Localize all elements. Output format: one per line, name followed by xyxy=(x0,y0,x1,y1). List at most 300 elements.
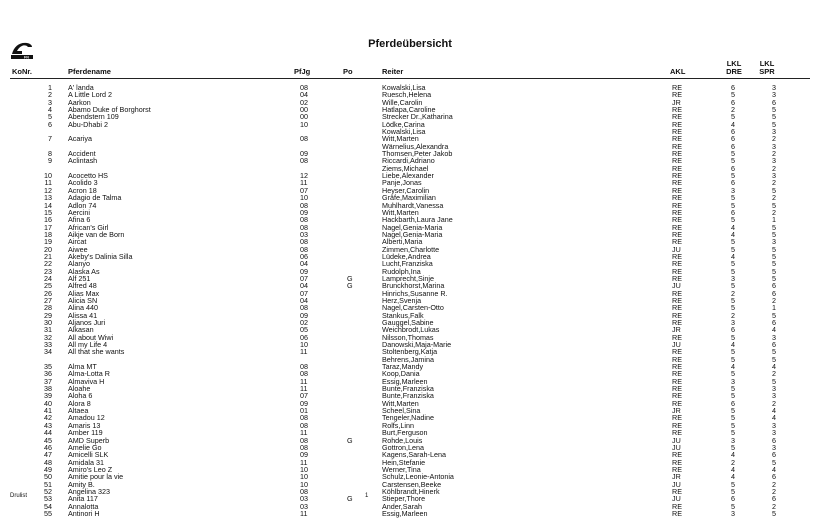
cell-lkl-spr: 2 xyxy=(772,178,776,188)
cell-akl: RE xyxy=(672,251,682,261)
cell-reiter: Lamprecht,Sinje xyxy=(382,273,434,283)
cell-lkl-dre: 4 xyxy=(731,450,735,460)
cell-konr: 20 xyxy=(44,244,52,254)
cell-lkl-dre: 6 xyxy=(731,163,735,173)
cell-akl: RE xyxy=(672,303,682,313)
cell-pferdename: Acariya xyxy=(68,134,92,144)
cell-lkl-spr: 5 xyxy=(772,185,776,195)
cell-lkl-dre: 4 xyxy=(731,472,735,482)
cell-pferdename: Alf 251 xyxy=(68,273,91,283)
cell-akl: RE xyxy=(672,273,682,283)
cell-reiter: Weichbrodt,Lukas xyxy=(382,325,440,335)
cell-akl: JR xyxy=(672,472,681,482)
cell-reiter: Burt,Ferguson xyxy=(382,428,428,438)
cell-akl: RE xyxy=(672,266,682,276)
cell-lkl-spr: 2 xyxy=(772,479,776,489)
cell-konr: 12 xyxy=(44,185,52,195)
cell-pferdename: Aloahe xyxy=(68,384,91,394)
cell-akl: JU xyxy=(672,494,681,504)
cell-reiter: Lüdeke,Andrea xyxy=(382,251,431,261)
cell-reiter: Nilsson,Thomas xyxy=(382,332,434,342)
cell-po: G xyxy=(347,494,353,504)
cell-pferdename: Acocetto HS xyxy=(68,171,108,181)
cell-reiter: Stoltenberg,Katja xyxy=(382,347,438,357)
cell-pfjg: 11 xyxy=(300,347,308,357)
cell-pfjg: 09 xyxy=(300,398,308,408)
cell-konr: 28 xyxy=(44,303,52,313)
cell-konr: 47 xyxy=(44,450,52,460)
cell-lkl-dre: 5 xyxy=(731,156,735,166)
cell-akl: RE xyxy=(672,464,682,474)
cell-pferdename: Aloha 6 xyxy=(68,391,93,401)
cell-lkl-spr: 3 xyxy=(772,90,776,100)
cell-lkl-dre: 5 xyxy=(731,479,735,489)
cell-pferdename: All about Wiwi xyxy=(68,332,114,342)
cell-akl: RE xyxy=(672,112,682,122)
cell-konr: 36 xyxy=(44,369,52,379)
cell-lkl-dre: 3 xyxy=(731,376,735,386)
cell-pfjg: 10 xyxy=(300,193,308,203)
cell-pfjg: 09 xyxy=(300,266,308,276)
cell-pferdename: Amaris 13 xyxy=(68,420,101,430)
cell-akl: RE xyxy=(672,178,682,188)
cell-pferdename: African's Girl xyxy=(68,222,109,232)
cell-lkl-spr: 2 xyxy=(772,486,776,496)
cell-reiter: Witt,Marten xyxy=(382,207,419,217)
cell-lkl-dre: 6 xyxy=(731,207,735,217)
cell-konr: 33 xyxy=(44,340,52,350)
cell-pferdename: Abendstern 109 xyxy=(68,112,119,122)
cell-akl: RE xyxy=(672,332,682,342)
cell-akl: RE xyxy=(672,163,682,173)
cell-lkl-dre: 5 xyxy=(731,149,735,159)
cell-lkl-spr: 5 xyxy=(772,222,776,232)
cell-konr: 4 xyxy=(48,105,52,115)
cell-akl: RE xyxy=(672,376,682,386)
header-pfjg: PfJg xyxy=(294,67,311,76)
cell-pferdename: Aljanos Juri xyxy=(68,318,106,327)
cell-akl: RE xyxy=(672,486,682,496)
cell-pfjg: 03 xyxy=(300,494,308,504)
cell-lkl-dre: 6 xyxy=(731,141,735,151)
page-number: 1 xyxy=(365,493,369,499)
cell-akl: JU xyxy=(672,435,681,445)
cell-lkl-dre: 4 xyxy=(731,222,735,232)
cell-konr: 24 xyxy=(44,273,52,283)
cell-lkl-dre: 5 xyxy=(731,200,735,210)
cell-pfjg: 07 xyxy=(300,391,308,401)
cell-konr: 18 xyxy=(44,229,52,239)
cell-lkl-spr: 2 xyxy=(772,501,776,511)
cell-pferdename: Amelie Go xyxy=(68,442,102,452)
cell-reiter: Danowski,Maja-Marie xyxy=(382,340,452,350)
cell-pferdename: Amity B. xyxy=(68,479,95,489)
cell-pfjg: 11 xyxy=(300,384,308,394)
cell-konr: 13 xyxy=(44,193,52,203)
cell-pfjg: 03 xyxy=(300,229,308,239)
cell-pferdename: Angelina 323 xyxy=(68,486,110,496)
cell-akl: RE xyxy=(672,354,682,364)
cell-reiter: Lucht,Franziska xyxy=(382,259,433,269)
cell-lkl-dre: 5 xyxy=(731,369,735,379)
cell-lkl-spr: 5 xyxy=(772,347,776,357)
cell-akl: RE xyxy=(672,156,682,166)
cell-pferdename: All that she wants xyxy=(68,347,125,357)
cell-akl: RE xyxy=(672,200,682,210)
cell-pferdename: Alma MT xyxy=(68,362,97,372)
cell-akl: RE xyxy=(672,105,682,115)
cell-pfjg: 06 xyxy=(300,251,308,261)
cell-lkl-dre: 3 xyxy=(731,508,735,518)
cell-pfjg: 04 xyxy=(300,295,308,305)
cell-pferdename: Almaviva H xyxy=(68,376,105,386)
cell-pferdename: Anita 117 xyxy=(68,494,98,504)
cell-reiter: Heyser,Carolin xyxy=(382,185,430,195)
cell-pfjg: 08 xyxy=(300,83,308,92)
cell-lkl-spr: 6 xyxy=(772,318,776,327)
cell-pfjg: 08 xyxy=(300,435,308,445)
cell-lkl-spr: 5 xyxy=(772,105,776,115)
cell-akl: RE xyxy=(672,171,682,181)
cell-lkl-dre: 4 xyxy=(731,229,735,239)
table-row xyxy=(0,510,820,517)
cell-lkl-spr: 3 xyxy=(772,391,776,401)
cell-pferdename: Adagio de Talma xyxy=(68,193,122,203)
cell-lkl-spr: 1 xyxy=(772,215,776,225)
cell-reiter: Köhlbrandt,Hinerk xyxy=(382,486,440,496)
cell-lkl-dre: 5 xyxy=(731,428,735,438)
cell-reiter: Rolfs,Linn xyxy=(382,420,414,430)
cell-konr: 41 xyxy=(44,406,52,416)
cell-akl: RE xyxy=(672,420,682,430)
cell-akl: RE xyxy=(672,222,682,232)
cell-lkl-dre: 4 xyxy=(731,119,735,129)
cell-akl: JU xyxy=(672,442,681,452)
cell-konr: 40 xyxy=(44,398,52,408)
cell-lkl-spr: 2 xyxy=(772,295,776,305)
cell-reiter: Koop,Dania xyxy=(382,369,420,379)
cell-pferdename: Accident xyxy=(68,149,96,159)
cell-lkl-spr: 3 xyxy=(772,156,776,166)
cell-konr: 34 xyxy=(44,347,52,357)
cell-lkl-dre: 6 xyxy=(731,127,735,137)
cell-pferdename: Antinori H xyxy=(68,508,100,518)
cell-pfjg: 08 xyxy=(300,362,308,372)
cell-pferdename: Abamo Duke of Borghorst xyxy=(68,105,151,115)
cell-lkl-dre: 5 xyxy=(731,171,735,181)
cell-pfjg: 08 xyxy=(300,369,308,379)
cell-pferdename: Aercini xyxy=(68,207,90,217)
cell-konr: 50 xyxy=(44,472,52,482)
cell-lkl-dre: 5 xyxy=(731,332,735,342)
cell-pfjg: 08 xyxy=(300,134,308,144)
cell-lkl-dre: 5 xyxy=(731,237,735,247)
cell-akl: RE xyxy=(672,310,682,320)
cell-pfjg: 08 xyxy=(300,486,308,496)
cell-reiter: Alberti,Maria xyxy=(382,237,423,247)
cell-reiter: Gräfe,Maximilian xyxy=(382,193,436,203)
cell-pferdename: Akeby's Dalinia Silla xyxy=(68,251,133,261)
cell-lkl-dre: 5 xyxy=(731,347,735,357)
cell-reiter: Kowalski,Lisa xyxy=(382,83,426,92)
cell-lkl-spr: 1 xyxy=(772,303,776,313)
cell-pfjg: 11 xyxy=(300,457,308,467)
cell-lkl-spr: 5 xyxy=(772,112,776,122)
cell-pferdename: Altaea xyxy=(68,406,89,416)
cell-lkl-dre: 5 xyxy=(731,391,735,401)
cell-reiter: Schulz,Leonie-Antonia xyxy=(382,472,454,482)
cell-akl: RE xyxy=(672,428,682,438)
cell-reiter: Wärnelius,Alexandra xyxy=(382,141,449,151)
header-konr: KoNr. xyxy=(12,67,33,76)
cell-reiter: Witt,Marten xyxy=(382,134,419,144)
header-po: Po xyxy=(343,67,353,76)
cell-pfjg: 09 xyxy=(300,149,308,159)
cell-reiter: Kagens,Sarah-Lena xyxy=(382,450,446,460)
cell-pfjg: 04 xyxy=(300,90,308,100)
cell-konr: 23 xyxy=(44,266,52,276)
cell-lkl-spr: 3 xyxy=(772,332,776,342)
cell-pfjg: 11 xyxy=(300,508,308,518)
cell-pfjg: 09 xyxy=(300,450,308,460)
cell-lkl-dre: 5 xyxy=(731,442,735,452)
cell-pfjg: 08 xyxy=(300,413,308,423)
header-reiter: Reiter xyxy=(382,67,404,76)
cell-lkl-spr: 6 xyxy=(772,435,776,445)
cell-lkl-spr: 4 xyxy=(772,362,776,372)
cell-konr: 52 xyxy=(44,486,52,496)
cell-pfjg: 02 xyxy=(300,318,308,327)
cell-konr: 3 xyxy=(48,97,52,107)
cell-akl: RE xyxy=(672,90,682,100)
cell-pferdename: Aikje van de Born xyxy=(68,229,125,239)
cell-akl: RE xyxy=(672,259,682,269)
cell-po: G xyxy=(347,273,353,283)
cell-pferdename: Abu-Dhabi 2 xyxy=(68,119,108,129)
cell-reiter: Wille,Carolin xyxy=(382,97,423,107)
cell-pferdename: Alissa 41 xyxy=(68,310,98,320)
cell-pferdename: Alma-Lotta R xyxy=(68,369,110,379)
cell-pferdename: Afina 6 xyxy=(68,215,91,225)
cell-pfjg: 12 xyxy=(300,171,308,181)
cell-pfjg: 09 xyxy=(300,310,308,320)
cell-pfjg: 01 xyxy=(300,406,308,416)
cell-reiter: Riccardi,Adriano xyxy=(382,156,435,166)
cell-lkl-spr: 6 xyxy=(772,450,776,460)
cell-konr: 5 xyxy=(48,112,52,122)
header-lkl-dre-bottom: DRE xyxy=(726,67,742,76)
cell-pfjg: 10 xyxy=(300,479,308,489)
cell-pfjg: 05 xyxy=(300,325,308,335)
cell-pferdename: Aircat xyxy=(68,237,87,247)
cell-lkl-spr: 3 xyxy=(772,442,776,452)
cell-pfjg: 10 xyxy=(300,464,308,474)
cell-pferdename: Amicelli SLK xyxy=(68,450,109,460)
cell-konr: 10 xyxy=(44,171,52,181)
cell-pfjg: 08 xyxy=(300,420,308,430)
cell-konr: 29 xyxy=(44,310,52,320)
cell-akl: RE xyxy=(672,185,682,195)
cell-konr: 44 xyxy=(44,428,52,438)
header-lkl-dre-top: LKL xyxy=(726,59,742,68)
cell-konr: 30 xyxy=(44,318,52,327)
cell-reiter: Hackbarth,Laura Jane xyxy=(382,215,453,225)
header-divider xyxy=(10,78,810,79)
cell-lkl-dre: 5 xyxy=(731,420,735,430)
cell-pferdename: Amiro's Leo Z xyxy=(68,464,113,474)
cell-lkl-spr: 5 xyxy=(772,229,776,239)
cell-lkl-spr: 2 xyxy=(772,134,776,144)
cell-konr: 11 xyxy=(44,178,52,188)
cell-akl: RE xyxy=(672,127,682,137)
cell-reiter: Thomsen,Peter Jakob xyxy=(382,149,453,159)
cell-reiter: Herz,Svenja xyxy=(382,295,422,305)
cell-lkl-spr: 6 xyxy=(772,340,776,350)
cell-pfjg: 07 xyxy=(300,273,308,283)
cell-lkl-spr: 6 xyxy=(772,281,776,291)
cell-akl: RE xyxy=(672,391,682,401)
cell-pferdename: Alina 440 xyxy=(68,303,98,313)
cell-akl: RE xyxy=(672,207,682,217)
cell-pfjg: 00 xyxy=(300,112,308,122)
cell-konr: 38 xyxy=(44,384,52,394)
cell-lkl-dre: 4 xyxy=(731,340,735,350)
cell-reiter: Zimmen,Charlotte xyxy=(382,244,440,254)
cell-konr: 48 xyxy=(44,457,52,467)
cell-reiter: Panje,Jonas xyxy=(382,178,422,188)
cell-reiter: Ander,Sarah xyxy=(382,501,422,511)
cell-pferdename: Alias Max xyxy=(68,288,100,298)
svg-text:FN: FN xyxy=(24,55,29,60)
cell-lkl-spr: 5 xyxy=(772,273,776,283)
cell-lkl-dre: 6 xyxy=(731,134,735,144)
header-lkl-spr-top: LKL xyxy=(759,59,775,68)
cell-lkl-dre: 5 xyxy=(731,501,735,511)
cell-pfjg: 08 xyxy=(300,222,308,232)
cell-reiter: Ruesch,Helena xyxy=(382,90,432,100)
cell-konr: 53 xyxy=(44,494,52,504)
cell-akl: RE xyxy=(672,134,682,144)
cell-reiter: Nagel,Genia-Maria xyxy=(382,229,443,239)
cell-lkl-spr: 6 xyxy=(772,494,776,504)
cell-pferdename: Alanyo xyxy=(68,259,90,269)
cell-konr: 51 xyxy=(44,479,52,489)
cell-akl: RE xyxy=(672,369,682,379)
cell-reiter: Muhlhardt,Vanessa xyxy=(382,200,444,210)
cell-akl: RE xyxy=(672,295,682,305)
cell-pferdename: Amitie pour la vie xyxy=(68,472,124,482)
cell-pfjg: 04 xyxy=(300,259,308,269)
cell-konr: 35 xyxy=(44,362,52,372)
cell-konr: 15 xyxy=(44,207,52,217)
cell-lkl-spr: 5 xyxy=(772,266,776,276)
cell-reiter: Brunckhorst,Marina xyxy=(382,281,445,291)
cell-konr: 27 xyxy=(44,295,52,305)
cell-lkl-dre: 5 xyxy=(731,259,735,269)
cell-konr: 8 xyxy=(48,149,52,159)
cell-pfjg: 08 xyxy=(300,244,308,254)
cell-akl: RE xyxy=(672,141,682,151)
cell-konr: 31 xyxy=(44,325,52,335)
cell-akl: RE xyxy=(672,398,682,408)
cell-akl: RE xyxy=(672,288,682,298)
cell-lkl-dre: 6 xyxy=(731,325,735,335)
cell-pfjg: 03 xyxy=(300,501,308,511)
cell-konr: 55 xyxy=(44,508,52,518)
cell-lkl-spr: 3 xyxy=(772,83,776,92)
cell-akl: RE xyxy=(672,508,682,518)
cell-pferdename: Amidala 31 xyxy=(68,457,104,467)
cell-pferdename: Alora 8 xyxy=(68,398,91,408)
cell-reiter: Tengeler,Nadine xyxy=(382,413,434,423)
cell-reiter: Werner,Tina xyxy=(382,464,421,474)
cell-lkl-dre: 4 xyxy=(731,362,735,372)
cell-reiter: Nagel,Genia-Maria xyxy=(382,222,443,232)
cell-akl: JU xyxy=(672,479,681,489)
cell-lkl-spr: 5 xyxy=(772,119,776,129)
cell-reiter: Taraz,Mandy xyxy=(382,362,424,372)
cell-lkl-spr: 4 xyxy=(772,464,776,474)
cell-lkl-spr: 5 xyxy=(772,457,776,467)
cell-pfjg: 08 xyxy=(300,303,308,313)
cell-pferdename: AMD Superb xyxy=(68,435,110,445)
cell-lkl-dre: 5 xyxy=(731,112,735,122)
cell-lkl-spr: 4 xyxy=(772,325,776,335)
cell-lkl-dre: 5 xyxy=(731,281,735,291)
cell-lkl-dre: 6 xyxy=(731,83,735,92)
cell-pfjg: 02 xyxy=(300,97,308,107)
cell-konr: 49 xyxy=(44,464,52,474)
cell-lkl-dre: 6 xyxy=(731,178,735,188)
cell-lkl-dre: 3 xyxy=(731,318,735,327)
cell-lkl-dre: 2 xyxy=(731,457,735,467)
cell-lkl-spr: 4 xyxy=(772,413,776,423)
cell-pfjg: 11 xyxy=(300,376,308,386)
cell-po: G xyxy=(347,435,353,445)
cell-lkl-dre: 5 xyxy=(731,354,735,364)
cell-konr: 1 xyxy=(48,83,52,92)
cell-konr: 22 xyxy=(44,259,52,269)
cell-pferdename: A Little Lord 2 xyxy=(68,90,112,100)
cell-reiter: Strecker Dr.,Katharina xyxy=(382,112,453,122)
cell-akl: RE xyxy=(672,83,682,92)
cell-pfjg: 10 xyxy=(300,119,308,129)
cell-reiter: Hinrichs,Susanne R. xyxy=(382,288,448,298)
cell-reiter: Rudolph,Ina xyxy=(382,266,421,276)
cell-reiter: Liebe,Alexander xyxy=(382,171,434,181)
cell-pfjg: 06 xyxy=(300,332,308,342)
cell-pfjg: 09 xyxy=(300,207,308,217)
cell-lkl-spr: 3 xyxy=(772,428,776,438)
cell-lkl-spr: 5 xyxy=(772,376,776,386)
cell-akl: JR xyxy=(672,325,681,335)
cell-lkl-dre: 5 xyxy=(731,295,735,305)
cell-reiter: Carstensen,Beeke xyxy=(382,479,442,489)
cell-lkl-dre: 2 xyxy=(731,288,735,298)
cell-pferdename: Amber 119 xyxy=(68,428,103,438)
cell-lkl-dre: 4 xyxy=(731,251,735,261)
cell-lkl-spr: 5 xyxy=(772,200,776,210)
cell-reiter: Hein,Stefanie xyxy=(382,457,426,467)
cell-pferdename: Aarkon xyxy=(68,97,91,107)
cell-pferdename: A' landa xyxy=(68,83,94,92)
cell-pferdename: Alkasan xyxy=(68,325,94,335)
cell-lkl-spr: 2 xyxy=(772,369,776,379)
cell-konr: 9 xyxy=(48,156,52,166)
cell-lkl-spr: 2 xyxy=(772,207,776,217)
cell-akl: RE xyxy=(672,413,682,423)
cell-akl: RE xyxy=(672,501,682,511)
